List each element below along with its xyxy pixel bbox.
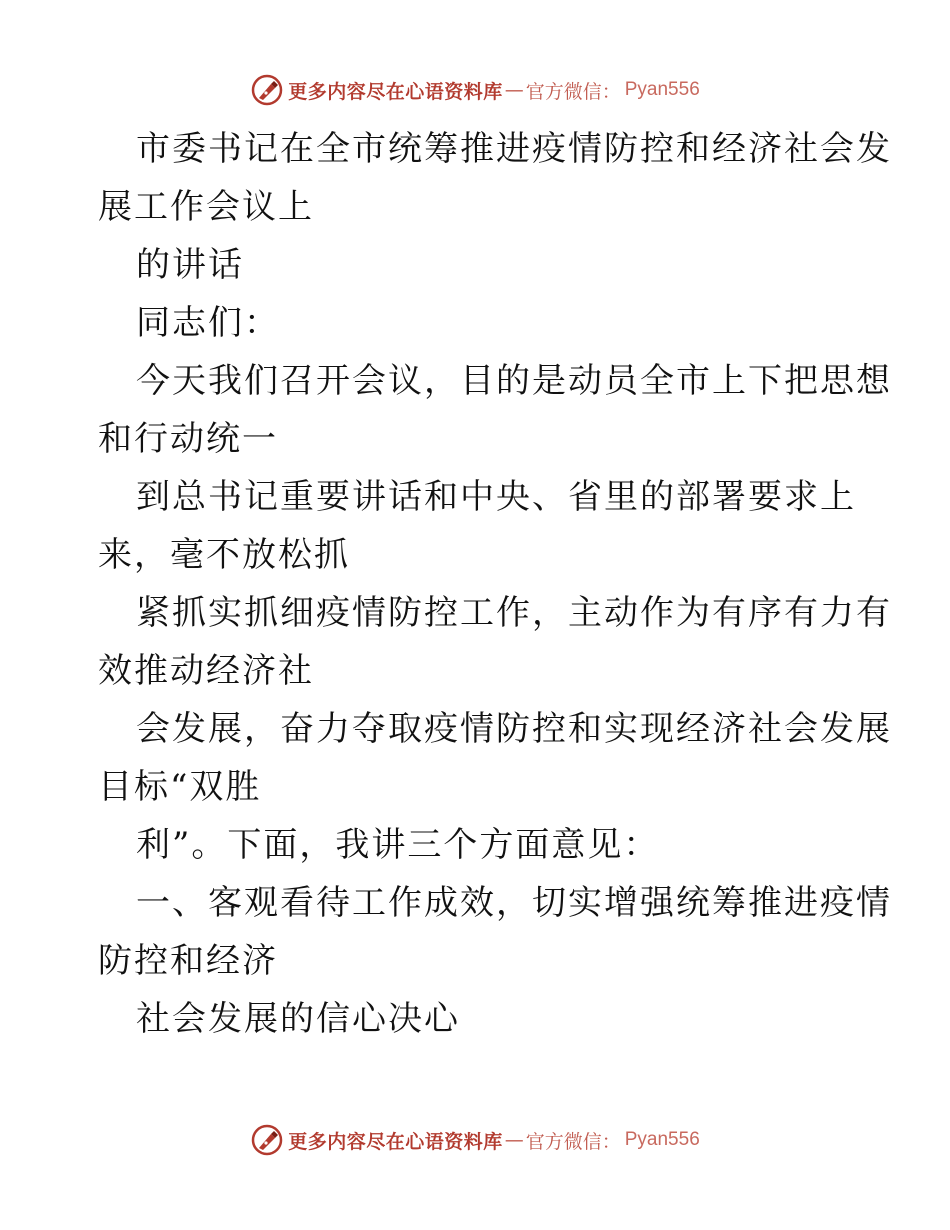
paragraph bbox=[98, 700, 892, 816]
paragraph bbox=[98, 584, 892, 700]
text-line: 的讲话 bbox=[136, 245, 244, 285]
text-line-continuation: 和行动统一 bbox=[98, 419, 278, 459]
banner-wechat-id: Pyan556 bbox=[624, 1129, 700, 1150]
banner-wechat-id: Pyan556 bbox=[624, 79, 700, 100]
text-line-continuation: 目标“双胜 bbox=[98, 767, 262, 807]
text-line: 紧抓实抓细疫情防控工作，主动作为有序有力有 bbox=[136, 593, 892, 633]
text-line-continuation: 防控和经济 bbox=[98, 941, 278, 981]
banner-wechat-label: 官方微信： bbox=[525, 80, 621, 103]
pen-nib-logo-icon bbox=[250, 73, 284, 107]
text-line: 一、客观看待工作成效，切实增强统筹推进疫情 bbox=[136, 883, 892, 923]
banner-separator: — bbox=[504, 1129, 524, 1151]
paragraph bbox=[98, 468, 868, 584]
text-line: 到总书记重要讲话和中央、省里的部署要求上 bbox=[136, 477, 856, 517]
text-line-continuation: 来，毫不放松抓 bbox=[98, 535, 350, 575]
text-line-continuation: 效推动经济社 bbox=[98, 651, 314, 691]
text-line: 今天我们召开会议，目的是动员全市上下把思想 bbox=[136, 361, 892, 401]
text-line: 同志们： bbox=[136, 303, 280, 343]
banner-main-text: 更多内容尽在心语资料库 bbox=[288, 1130, 503, 1153]
header-watermark-banner bbox=[0, 70, 950, 110]
document-body bbox=[98, 120, 892, 1048]
section-heading-suffix bbox=[98, 990, 868, 1048]
document-title-suffix bbox=[98, 236, 868, 294]
section-heading bbox=[98, 874, 892, 990]
banner-wechat-label: 官方微信： bbox=[525, 1130, 621, 1153]
banner-separator: — bbox=[504, 79, 524, 101]
pen-nib-logo-icon bbox=[250, 1123, 284, 1157]
text-line: 市委书记在全市统筹推进疫情防控和经济社会发 bbox=[136, 129, 892, 169]
text-line: 会发展，奋力夺取疫情防控和实现经济社会发展 bbox=[136, 709, 892, 749]
paragraph bbox=[98, 816, 868, 874]
text-line: 社会发展的信心决心 bbox=[136, 999, 460, 1039]
document-title-line bbox=[98, 120, 892, 236]
banner-main-text: 更多内容尽在心语资料库 bbox=[288, 80, 503, 103]
text-line-continuation: 展工作会议上 bbox=[98, 187, 314, 227]
salutation bbox=[98, 294, 868, 352]
text-line: 利”。下面，我讲三个方面意见： bbox=[136, 825, 660, 865]
paragraph bbox=[98, 352, 892, 468]
footer-watermark-banner bbox=[0, 1120, 950, 1160]
